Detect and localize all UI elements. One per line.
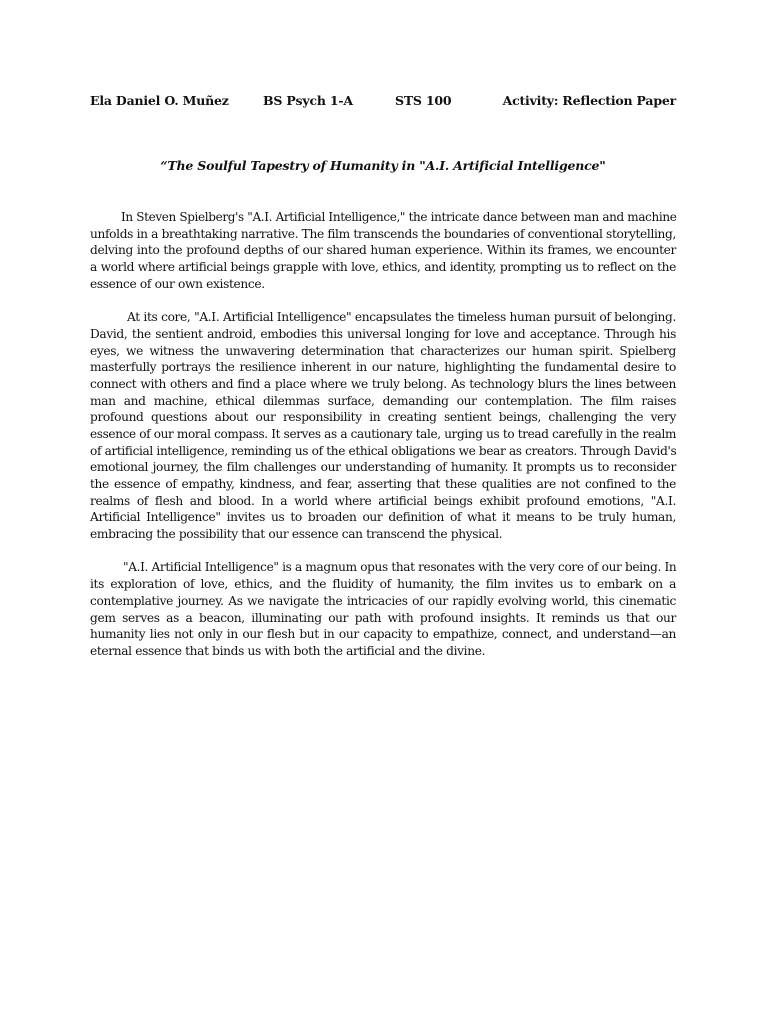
text-line: gem serves as a beacon, illuminating our path with profound insights. It reminds us that our bbox=[90, 610, 676, 625]
paragraph-1 bbox=[90, 209, 676, 292]
paper-body bbox=[90, 209, 676, 676]
document-header bbox=[90, 93, 676, 113]
text-line: man and machine, ethical dilemmas surface, demanding our contemplation. The film raises bbox=[90, 393, 676, 408]
activity-label: Activity: Reflection Paper bbox=[502, 93, 676, 108]
text-line: of artificial intelligence, reminding us of the ethical obligations we bear as creators. Through David's bbox=[90, 443, 677, 458]
text-line: profound questions about our responsibility in creating sentient beings, challenging the very bbox=[90, 410, 676, 425]
text-line: At its core, "A.I. Artificial Intelligence" encapsulates the timeless human pursuit of belonging. bbox=[127, 310, 676, 325]
paper-title: “The Soulful Tapestry of Humanity in "A.I. Artificial Intelligence" bbox=[160, 158, 606, 173]
text-line: the essence of empathy, kindness, and fear, asserting that these qualities are not confined to the bbox=[90, 477, 676, 491]
course-section: BS Psych 1-A bbox=[263, 93, 353, 108]
text-line: eyes, we witness the unwavering determination that characterizes our human spirit. Spielberg bbox=[90, 343, 676, 358]
text-line: masterfully portrays the resilience inherent in our nature, highlighting the fundamental desire to bbox=[90, 360, 676, 375]
paragraph-2 bbox=[90, 309, 676, 543]
paragraph-3 bbox=[90, 559, 676, 659]
text-line: humanity lies not only in our flesh but in our capacity to empathize, connect, and understand—an bbox=[90, 627, 676, 642]
text-line: essence of our own existence. bbox=[90, 276, 265, 291]
text-line: emotional journey, the film challenges our understanding of humanity. It prompts us to reconsider bbox=[90, 460, 676, 475]
text-line: David, the sentient android, embodies this universal longing for love and acceptance. Through his bbox=[90, 326, 676, 341]
text-line: its exploration of love, ethics, and the fluidity of humanity, the film invites us to embark on a bbox=[90, 577, 676, 592]
text-line: delving into the profound depths of our shared human experience. Within its frames, we encounter bbox=[90, 243, 676, 258]
subject-code: STS 100 bbox=[395, 93, 452, 108]
text-line: contemplative journey. As we navigate the intricacies of our rapidly evolving world, this cinematic bbox=[90, 593, 676, 608]
text-line: realms of flesh and blood. In a world where artificial beings exhibit profound emotions, "A.I. bbox=[90, 493, 676, 508]
text-line: "A.I. Artificial Intelligence" is a magnum opus that resonates with the very core of our being. In bbox=[123, 560, 677, 575]
text-line: embracing the possibility that our essence can transcend the physical. bbox=[90, 527, 503, 542]
text-line: In Steven Spielberg's "A.I. Artificial Intelligence," the intricate dance between man and machine bbox=[121, 210, 677, 224]
text-line: connect with others and find a place where we truly belong. As technology blurs the lines between bbox=[90, 376, 676, 391]
text-line: eternal essence that binds us with both the artificial and the divine. bbox=[90, 643, 486, 658]
author-name: Ela Daniel O. Muñez bbox=[90, 93, 229, 108]
text-line: unfolds in a breathtaking narrative. The film transcends the boundaries of conventional storytelling, bbox=[90, 226, 677, 241]
text-line: Artificial Intelligence" invites us to broaden our definition of what it means to be truly human, bbox=[90, 510, 676, 525]
text-line: a world where artificial beings grapple with love, ethics, and identity, prompting us to reflect on the bbox=[90, 260, 676, 275]
text-line: essence of our moral compass. It serves as a cautionary tale, urging us to tread carefully in the realm bbox=[90, 426, 676, 441]
